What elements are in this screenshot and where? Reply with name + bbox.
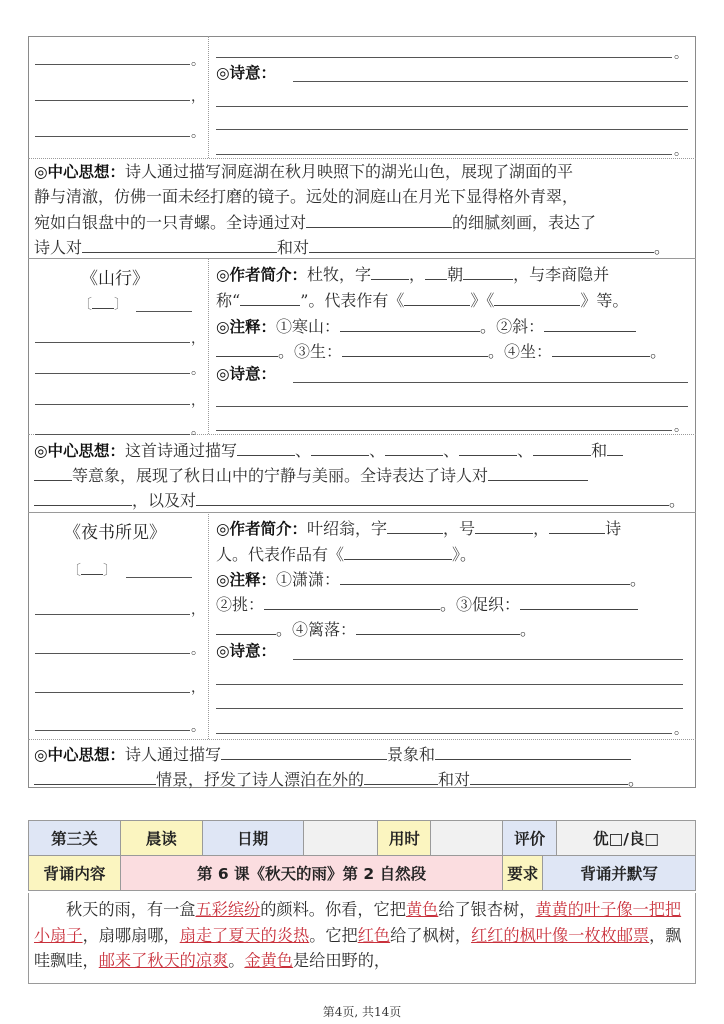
punct: 。 xyxy=(674,419,688,435)
author-label: ◎作者简介： xyxy=(216,266,308,284)
summary-text: 的细腻刻画，表达了 xyxy=(452,213,597,232)
answer-blank[interactable] xyxy=(364,766,438,785)
notes-label: ◎注释： xyxy=(216,571,277,589)
summary-text: 和对 xyxy=(277,238,310,257)
note-label: ②斜： xyxy=(496,317,545,336)
highlighted-phrase: 金黄色 xyxy=(244,951,293,970)
note-label: ③生： xyxy=(294,342,343,361)
text: ， xyxy=(409,265,426,284)
answer-blank[interactable] xyxy=(385,437,443,456)
answer-blank[interactable] xyxy=(196,487,669,506)
answer-line[interactable] xyxy=(216,430,672,431)
dynasty-field[interactable]: 〔 〕 xyxy=(78,297,128,313)
content-value: 第 6 课《秋天的雨》第 2 自然段 xyxy=(120,856,502,891)
level-cell: 第三关 xyxy=(29,821,121,856)
punct: ， xyxy=(191,393,205,409)
answer-blank[interactable] xyxy=(309,234,654,253)
answer-line[interactable] xyxy=(35,404,190,405)
date-label: 日期 xyxy=(202,821,303,856)
passage-segment: 是给田野的， xyxy=(293,951,391,970)
answer-line[interactable] xyxy=(216,733,672,734)
answer-blank[interactable] xyxy=(306,209,452,228)
punct: 。 xyxy=(520,620,537,639)
punct: 。 xyxy=(674,722,688,738)
note-label: ④篱落： xyxy=(292,620,357,639)
punct: 。 xyxy=(278,342,295,361)
answer-blank[interactable] xyxy=(459,437,517,456)
punct: 。 xyxy=(191,53,205,69)
answer-blank[interactable] xyxy=(425,261,447,280)
divider xyxy=(28,739,696,740)
note-label: ①潇潇： xyxy=(276,570,341,589)
answer-blank[interactable] xyxy=(387,515,443,534)
answer-line[interactable] xyxy=(35,434,190,435)
punct: 、 xyxy=(369,441,386,460)
summary-text: 景象和 xyxy=(387,745,436,764)
answer-blank[interactable] xyxy=(264,591,440,610)
text: 诗 xyxy=(605,519,622,538)
requirement-label: 要求 xyxy=(503,856,543,891)
text: 人。代表作品有《 xyxy=(216,545,345,564)
answer-blank[interactable] xyxy=(435,741,631,760)
answer-blank[interactable] xyxy=(549,515,605,534)
summary-label: ◎中心思想： xyxy=(34,163,126,181)
answer-blank[interactable] xyxy=(356,616,520,635)
punct: ， xyxy=(191,89,205,105)
poem-title: 《夜书所见》 xyxy=(64,523,166,543)
answer-blank[interactable] xyxy=(340,313,480,332)
time-input[interactable] xyxy=(431,821,503,856)
answer-line[interactable] xyxy=(216,406,688,407)
punct: 。 xyxy=(276,620,293,639)
answer-line[interactable] xyxy=(35,342,190,343)
answer-blank[interactable] xyxy=(475,515,533,534)
answer-line[interactable] xyxy=(35,692,190,693)
answer-blank[interactable] xyxy=(34,487,132,506)
note-label: ①寒山： xyxy=(276,317,341,336)
author-line[interactable] xyxy=(126,577,192,578)
author-label: ◎作者简介： xyxy=(216,520,308,538)
shiyi-label: ◎诗意： xyxy=(216,365,277,383)
summary-text: 诗人对 xyxy=(34,238,83,257)
answer-blank[interactable] xyxy=(216,338,278,357)
requirement-value: 背诵并默写 xyxy=(543,856,696,891)
passage-segment: 的颜料。你看，它把 xyxy=(260,900,406,919)
punct: 。 xyxy=(440,595,457,614)
answer-blank[interactable] xyxy=(216,616,276,635)
punct: 。 xyxy=(480,317,497,336)
highlighted-phrase: 黄黄的叶子像一把把小扇子 xyxy=(34,900,682,945)
answer-line[interactable] xyxy=(35,614,190,615)
passage-segment: ，扇哪扇哪， xyxy=(82,925,180,945)
answer-blank[interactable] xyxy=(311,437,369,456)
answer-line[interactable] xyxy=(216,129,688,130)
highlighted-phrase: 红红的枫叶像一枚枚邮票 xyxy=(471,925,650,945)
answer-line[interactable] xyxy=(216,154,672,155)
answer-line[interactable] xyxy=(35,373,190,374)
text: 杜牧，字 xyxy=(307,265,372,284)
answer-blank[interactable] xyxy=(82,234,277,253)
column-divider xyxy=(208,36,209,158)
punct: ， xyxy=(191,331,205,347)
answer-line[interactable] xyxy=(216,57,672,58)
answer-blank[interactable] xyxy=(533,437,591,456)
dynasty-field[interactable]: 〔 〕 xyxy=(67,563,117,579)
highlighted-phrase: 红色 xyxy=(357,925,391,945)
answer-line[interactable] xyxy=(35,730,190,731)
content-label: 背诵内容 xyxy=(29,856,121,891)
note-label: ④坐： xyxy=(504,342,553,361)
note-label: ③促织： xyxy=(456,595,521,614)
punct: 。 xyxy=(630,570,647,589)
time-label: 用时 xyxy=(378,821,431,856)
answer-line[interactable] xyxy=(35,136,190,137)
answer-line[interactable] xyxy=(216,106,688,107)
task-row-1 xyxy=(29,821,696,856)
text: 》。 xyxy=(452,545,477,564)
answer-line[interactable] xyxy=(293,382,688,383)
answer-blank[interactable] xyxy=(404,287,470,306)
passage-segment: ，飘哇飘哇， xyxy=(34,925,682,970)
answer-blank[interactable] xyxy=(340,566,630,585)
punct: 。 xyxy=(674,46,688,62)
shiyi-label: ◎诗意： xyxy=(216,642,277,660)
answer-line[interactable] xyxy=(293,81,688,82)
answer-blank[interactable] xyxy=(607,437,623,456)
summary-text: 和 xyxy=(591,441,608,460)
answer-blank[interactable] xyxy=(34,766,156,785)
text: ， xyxy=(533,519,550,538)
text: 叶绍翁，字 xyxy=(307,519,388,538)
answer-line[interactable] xyxy=(216,684,683,685)
text: 》等。 xyxy=(580,291,629,310)
page-number: 第4页, 共14页 xyxy=(322,1005,402,1019)
punct: ， xyxy=(191,680,205,696)
column-divider xyxy=(208,512,209,739)
summary-text: 情景，抒发了诗人漂泊在外的 xyxy=(156,770,365,789)
answer-blank[interactable] xyxy=(463,261,513,280)
punct: 。 xyxy=(628,770,645,789)
punct: 。 xyxy=(488,342,505,361)
summary-text: 诗人通过描写 xyxy=(125,745,222,764)
answer-blank[interactable] xyxy=(371,261,409,280)
answer-blank[interactable] xyxy=(221,741,387,760)
shiyi-label: ◎诗意： xyxy=(216,64,277,82)
passage-segment: 。 xyxy=(228,951,245,970)
task-table xyxy=(28,820,696,891)
summary-text: 诗人通过描写洞庭湖在秋月映照下的湖光山色，展现了湖面的平 xyxy=(125,162,574,181)
highlighted-phrase: 黄色 xyxy=(405,900,439,919)
eval-label: 评价 xyxy=(503,821,557,856)
answer-blank[interactable] xyxy=(34,462,72,481)
punct: 、 xyxy=(517,441,534,460)
punct: 。 xyxy=(191,642,205,658)
highlighted-phrase: 邮来了秋天的凉爽 xyxy=(98,951,229,970)
passage-text xyxy=(34,897,692,974)
answer-blank[interactable] xyxy=(488,462,588,481)
poem-title: 《山行》 xyxy=(81,269,149,289)
summary-text: 宛如白银盘中的一只青螺。全诗通过对 xyxy=(34,213,307,232)
answer-blank[interactable] xyxy=(552,338,650,357)
answer-line[interactable] xyxy=(35,64,190,65)
punct: 、 xyxy=(443,441,460,460)
punct: 、 xyxy=(295,441,312,460)
passage-segment: 秋天的雨，有一盒 xyxy=(66,900,196,919)
answer-blank[interactable] xyxy=(494,287,580,306)
summary-label: ◎中心思想： xyxy=(34,746,126,764)
punct: 。 xyxy=(191,719,205,735)
summary-text: 和对 xyxy=(438,770,471,789)
summary-label: ◎中心思想： xyxy=(34,442,126,460)
punct: 。 xyxy=(191,362,205,378)
worksheet-frame xyxy=(28,36,696,788)
note-label: ②挑： xyxy=(216,595,265,614)
answer-blank[interactable] xyxy=(544,313,636,332)
answer-blank[interactable] xyxy=(237,437,295,456)
answer-blank[interactable] xyxy=(520,591,638,610)
text: 朝 xyxy=(447,265,464,284)
highlighted-phrase: 扇走了夏天的炎热 xyxy=(179,925,310,945)
answer-line[interactable] xyxy=(216,708,683,709)
answer-blank[interactable] xyxy=(470,766,628,785)
passage-segment: 。它把 xyxy=(309,925,358,945)
notes-label: ◎注释： xyxy=(216,318,277,336)
summary-text: ，以及对 xyxy=(132,491,197,510)
text: ，号 xyxy=(443,519,476,538)
text: ”。代表作有《 xyxy=(300,291,405,310)
summary-text: 这首诗通过描写 xyxy=(125,441,238,460)
eval-options[interactable]: 优□/良□ xyxy=(557,821,696,856)
date-input[interactable] xyxy=(303,821,378,856)
summary-text: 静与清澈，仿佛一面未经打磨的镜子。远处的洞庭山在月光下显得格外青翠， xyxy=(34,187,579,206)
punct: 。 xyxy=(669,491,686,510)
punct: 。 xyxy=(654,238,671,257)
punct: ， xyxy=(191,602,205,618)
text: ，与李商隐并 xyxy=(513,265,610,284)
task-row-2 xyxy=(29,856,696,891)
summary-text: 等意象，展现了秋日山中的宁静与美丽。全诗表达了诗人对 xyxy=(72,466,489,485)
answer-line[interactable] xyxy=(35,100,190,101)
column-divider xyxy=(208,258,209,434)
author-line[interactable] xyxy=(136,311,192,312)
answer-blank[interactable] xyxy=(342,338,488,357)
type-cell: 晨读 xyxy=(120,821,202,856)
highlighted-phrase: 五彩缤纷 xyxy=(195,900,261,919)
answer-blank[interactable] xyxy=(344,541,452,560)
passage-segment: 给了银杏树， xyxy=(438,900,536,919)
punct: 。 xyxy=(650,342,667,361)
text: 称“ xyxy=(216,291,241,310)
answer-line[interactable] xyxy=(293,659,683,660)
answer-blank[interactable] xyxy=(240,287,300,306)
punct: 。 xyxy=(191,422,205,438)
passage-segment: 给了枫树， xyxy=(390,925,472,945)
punct: 。 xyxy=(191,125,205,141)
answer-line[interactable] xyxy=(35,653,190,654)
punct: 。 xyxy=(674,143,688,159)
text: 》《 xyxy=(470,291,495,310)
